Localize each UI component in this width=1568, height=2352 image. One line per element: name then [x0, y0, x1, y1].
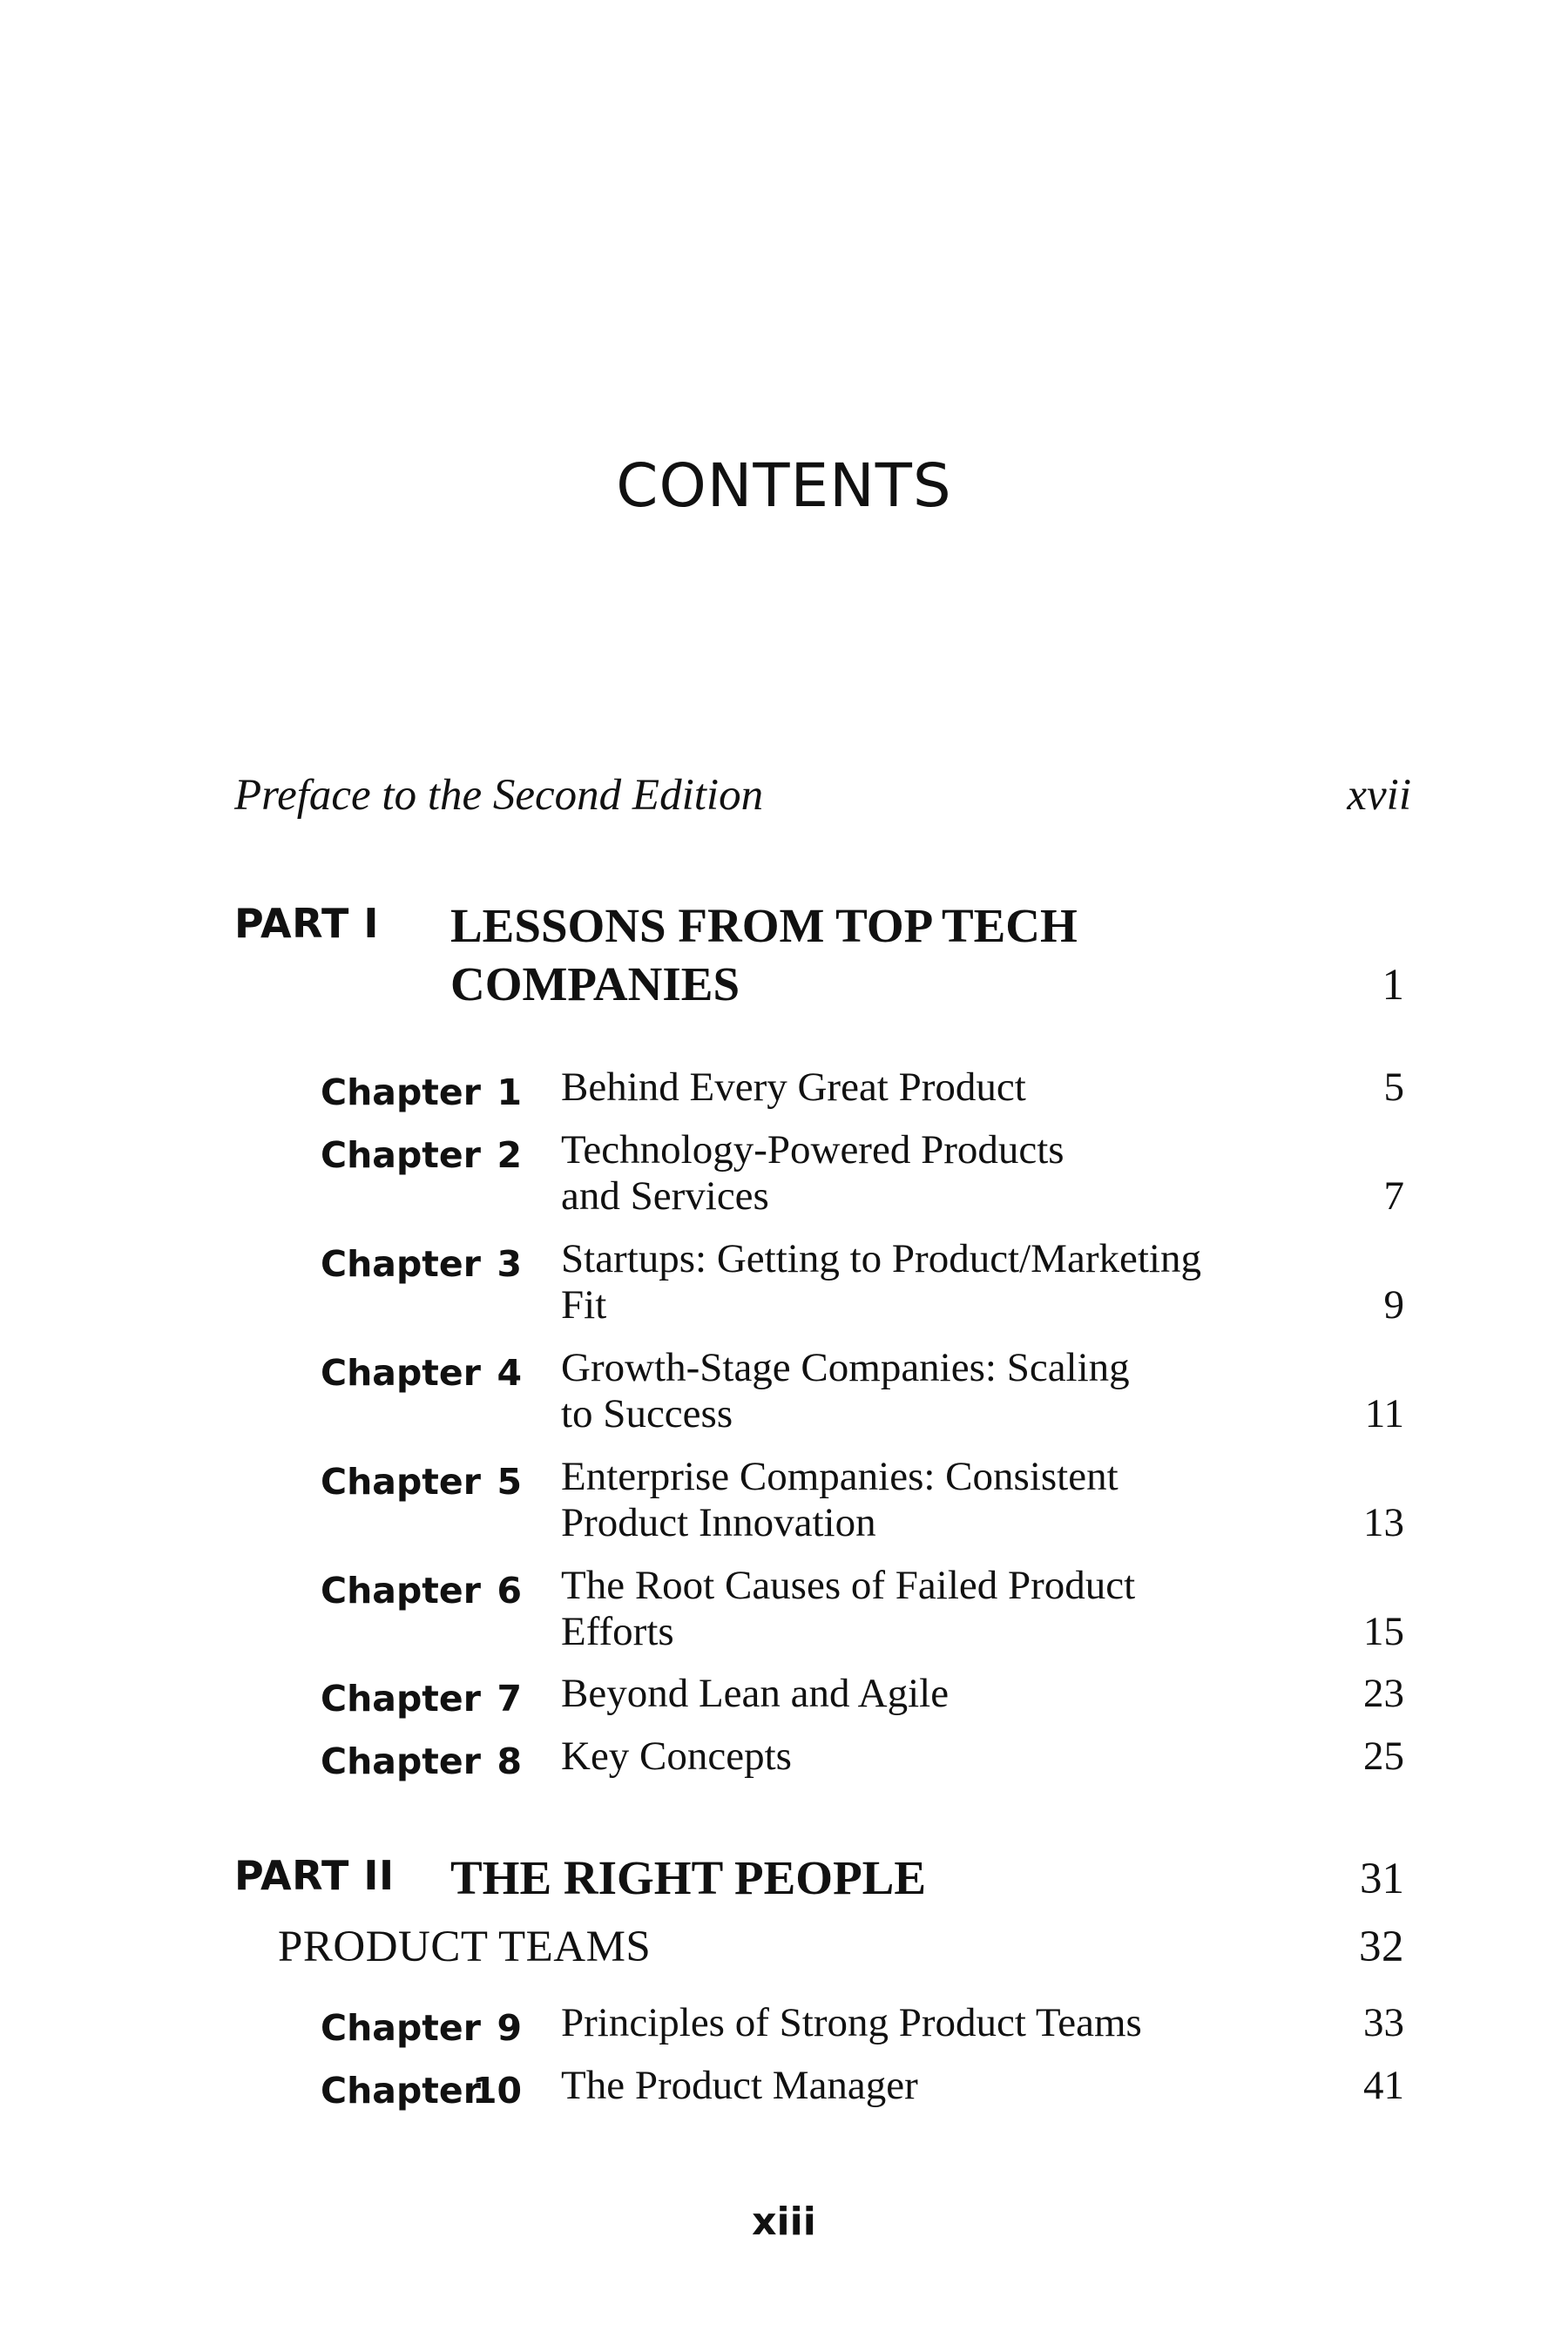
chapter-title-line: to Success: [561, 1391, 733, 1436]
toc-entry-preface: [234, 769, 1411, 822]
toc-chapter-3: [321, 1236, 1404, 1332]
chapter-word: Chapter: [321, 2070, 481, 2112]
page-title: CONTENTS: [616, 451, 952, 521]
chapter-number-text: 10: [471, 2070, 522, 2112]
toc-chapter-1: [321, 1064, 1404, 1117]
chapter-word: Chapter: [321, 1134, 481, 1176]
toc-part-1: [234, 896, 1404, 1018]
chapter-word: Chapter: [321, 1352, 481, 1394]
chapter-page: 11: [1364, 1391, 1404, 1436]
chapter-title: [561, 1671, 1240, 1717]
chapter-title: [561, 1563, 1240, 1655]
chapter-title: [561, 1236, 1240, 1328]
section-page: 32: [1359, 1923, 1404, 1971]
chapter-title: [561, 1454, 1240, 1546]
chapter-page: 5: [1383, 1064, 1404, 1110]
chapter-title: [561, 1345, 1240, 1437]
chapter-title: [561, 1064, 1240, 1111]
chapter-title-line: Efforts: [561, 1609, 674, 1654]
chapter-title-line: The Product Manager: [561, 2063, 918, 2108]
toc-chapter-4: [321, 1345, 1404, 1441]
toc-chapter-9: [321, 2000, 1404, 2052]
chapter-title-line: Principles of Strong Product Teams: [561, 2000, 1142, 2045]
chapter-number-text: 1: [497, 1071, 522, 1113]
chapter-title-line: and Services: [561, 1173, 769, 1219]
chapter-title-line: Startups: Getting to Product/Marketing: [561, 1236, 1201, 1281]
preface-title: Preface to the Second Edition: [234, 771, 764, 820]
chapter-page: 13: [1363, 1500, 1404, 1545]
chapter-number-text: 7: [497, 1678, 522, 1720]
chapter-number-text: 2: [497, 1134, 522, 1176]
part-title-line: THE RIGHT PEOPLE: [450, 1851, 927, 1904]
chapter-number-text: 8: [497, 1740, 522, 1782]
chapter-title-line: Behind Every Great Product: [561, 1064, 1026, 1110]
chapter-title-line: Fit: [561, 1282, 607, 1328]
page-number: xiii: [752, 2200, 816, 2244]
chapter-word: Chapter: [321, 1570, 481, 1612]
toc-chapter-10: [321, 2063, 1404, 2115]
toc-part-2: [234, 1848, 1404, 1909]
chapter-title: [561, 1127, 1240, 1220]
toc-chapter-5: [321, 1454, 1404, 1550]
chapter-word: Chapter: [321, 1461, 481, 1503]
chapter-word: Chapter: [321, 2007, 481, 2049]
chapter-title-line: The Root Causes of Failed Product: [561, 1563, 1136, 1608]
toc-section-product-teams: [278, 1922, 1404, 1972]
chapter-page: 23: [1363, 1671, 1404, 1716]
chapter-title: [561, 2063, 1240, 2109]
chapter-number-text: 6: [497, 1570, 522, 1612]
chapter-title: [561, 2000, 1240, 2046]
chapter-title: [561, 1734, 1240, 1780]
part-page: 31: [1360, 1855, 1404, 1903]
part-title: [450, 896, 1217, 1013]
chapter-word: Chapter: [321, 1740, 481, 1782]
part-label: PART II: [234, 1852, 395, 1899]
chapter-word: Chapter: [321, 1678, 481, 1720]
chapter-word: Chapter: [321, 1243, 481, 1285]
chapter-number-text: 5: [497, 1461, 522, 1503]
part-title-line: COMPANIES: [450, 957, 740, 1010]
chapter-page: 7: [1383, 1173, 1404, 1219]
chapter-number-text: 4: [497, 1352, 522, 1394]
chapter-page: 33: [1363, 2000, 1404, 2045]
chapter-page: 25: [1363, 1734, 1404, 1779]
chapter-title-line: Enterprise Companies: Consistent: [561, 1454, 1119, 1499]
part-page: 1: [1382, 961, 1404, 1010]
chapter-title-line: Key Concepts: [561, 1734, 792, 1779]
chapter-title-line: Technology-Powered Products: [561, 1127, 1064, 1173]
chapter-title-line: Beyond Lean and Agile: [561, 1671, 950, 1716]
toc-chapter-2: [321, 1127, 1404, 1223]
toc-chapter-7: [321, 1671, 1404, 1723]
chapter-number-text: 9: [497, 2007, 522, 2049]
chapter-page: 9: [1383, 1282, 1404, 1328]
chapter-number-text: 3: [497, 1243, 522, 1285]
chapter-title-line: Product Innovation: [561, 1500, 876, 1545]
part-title-line: LESSONS FROM TOP TECH: [450, 899, 1078, 952]
chapter-page: 41: [1363, 2063, 1404, 2108]
chapter-title-line: Growth-Stage Companies: Scaling: [561, 1345, 1130, 1390]
part-title: [450, 1848, 1217, 1907]
toc-chapter-8: [321, 1734, 1404, 1786]
section-title: PRODUCT TEAMS: [278, 1923, 652, 1971]
part-label: PART I: [234, 900, 379, 947]
toc-chapter-6: [321, 1563, 1404, 1659]
chapter-page: 15: [1363, 1609, 1404, 1654]
chapter-word: Chapter: [321, 1071, 481, 1113]
preface-page: xvii: [1347, 771, 1411, 820]
